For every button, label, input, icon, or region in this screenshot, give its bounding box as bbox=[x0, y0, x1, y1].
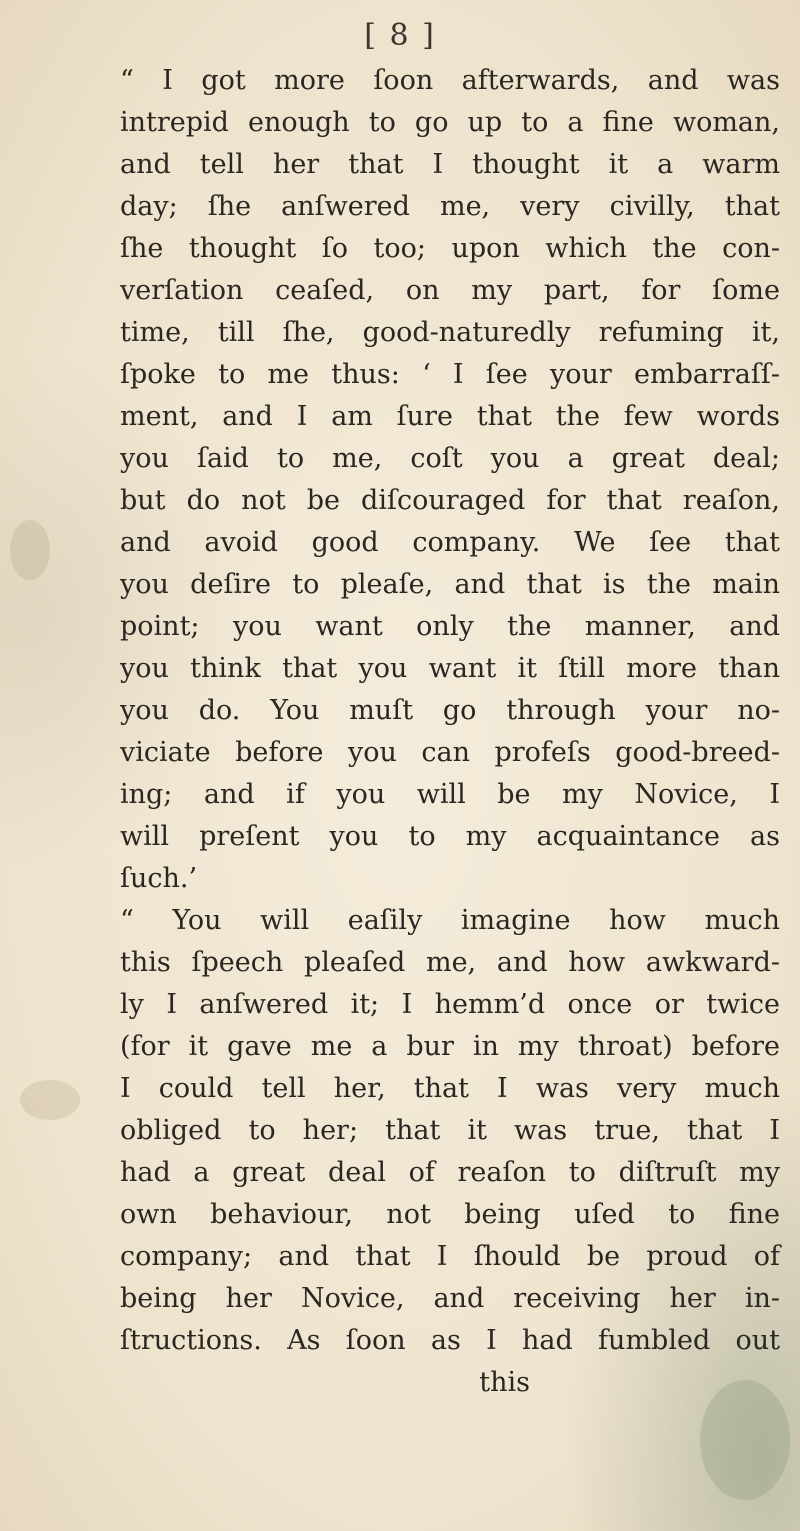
text-line: ſtructions. As ſoon as I had fumbled out bbox=[120, 1325, 780, 1356]
body-text bbox=[120, 60, 780, 1404]
text-line: ſhe thought ſo too; upon which the con- bbox=[120, 233, 780, 264]
text-line: time, till ſhe, good-naturedly refuming it, bbox=[120, 317, 780, 348]
text-line: own behaviour, not being uſed to fine bbox=[120, 1199, 780, 1230]
paper-stain bbox=[20, 1080, 80, 1120]
text-line: being her Novice, and receiving her in- bbox=[120, 1283, 780, 1314]
text-line: ing; and if you will be my Novice, I bbox=[120, 779, 780, 810]
text-line: (for it gave me a bur in my throat) before bbox=[120, 1031, 780, 1062]
text-line: you do. You muſt go through your no- bbox=[120, 695, 780, 726]
text-line: you think that you want it ſtill more than bbox=[120, 653, 780, 684]
text-line: viciate before you can profeſs good-breed- bbox=[120, 737, 780, 768]
text-line: company; and that I ſhould be proud of bbox=[120, 1241, 780, 1272]
text-line: day; ſhe anſwered me, very civilly, that bbox=[120, 191, 780, 222]
paper-stain bbox=[10, 520, 50, 580]
text-line: but do not be diſcouraged for that reaſon, bbox=[120, 485, 780, 516]
text-line: had a great deal of reaſon to diſtruſt my bbox=[120, 1157, 780, 1188]
text-line: will preſent you to my acquaintance as bbox=[120, 821, 780, 852]
text-line: and avoid good company. We ſee that bbox=[120, 527, 780, 558]
text-line: verſation ceaſed, on my part, for ſome bbox=[120, 275, 780, 306]
text-line: I could tell her, that I was very much bbox=[120, 1073, 780, 1104]
text-line: you deſire to pleaſe, and that is the main bbox=[120, 569, 780, 600]
text-line: point; you want only the manner, and bbox=[120, 611, 780, 642]
text-line: ſpoke to me thus: ‘ I ſee your embarraſſ- bbox=[120, 359, 780, 390]
text-line: “ I got more ſoon afterwards, and was bbox=[120, 65, 780, 96]
text-line: “ You will eaſily imagine how much bbox=[120, 905, 780, 936]
text-line: intrepid enough to go up to a fine woman, bbox=[120, 107, 780, 138]
text-line: you ſaid to me, coſt you a great deal; bbox=[120, 443, 780, 474]
text-line: ly I anſwered it; I hemm’d once or twice bbox=[120, 989, 780, 1020]
page-number: [ 8 ] bbox=[364, 18, 436, 53]
text-line: ment, and I am ſure that the few words bbox=[120, 401, 780, 432]
text-line: this ſpeech pleaſed me, and how awkward- bbox=[120, 947, 780, 978]
text-line: and tell her that I thought it a warm bbox=[120, 149, 780, 180]
text-line: ſuch.’ bbox=[120, 863, 198, 894]
catchword: this bbox=[479, 1367, 530, 1398]
text-line: obliged to her; that it was true, that I bbox=[120, 1115, 780, 1146]
